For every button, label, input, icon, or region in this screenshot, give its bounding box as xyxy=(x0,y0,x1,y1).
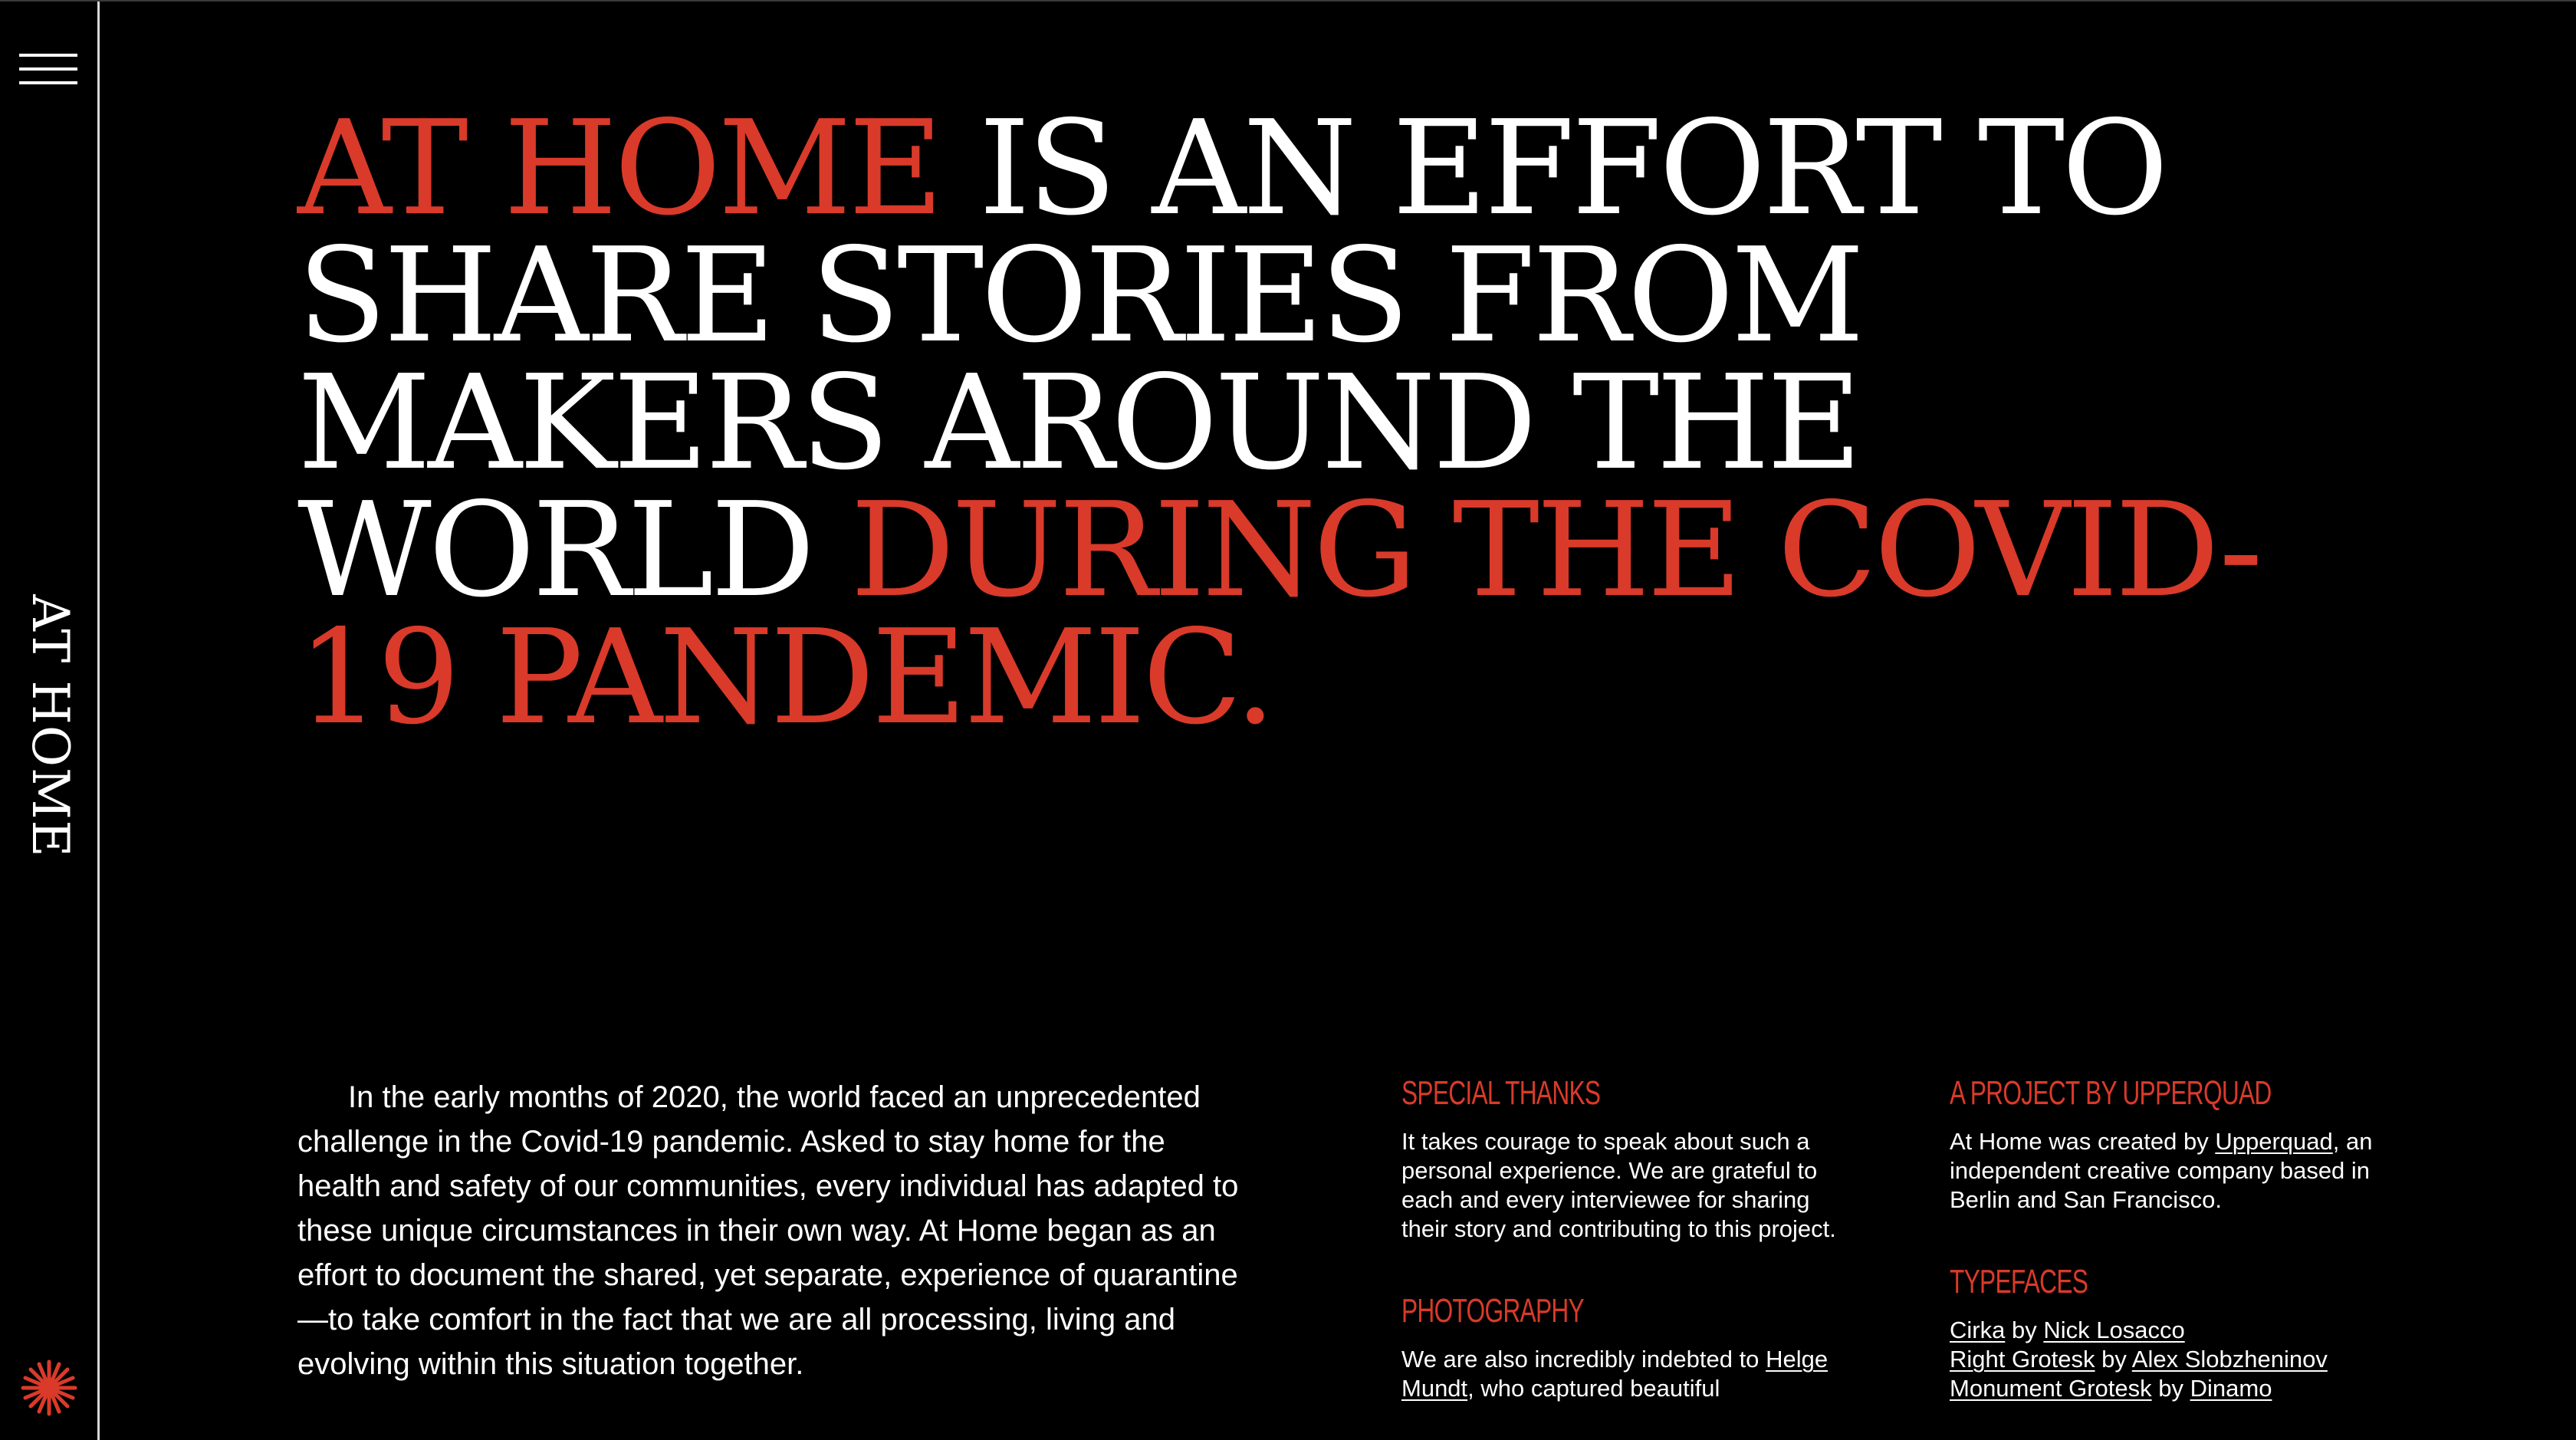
special-thanks-text: It takes courage to speak about such a personal experience. We are grateful to each and every interviewee for sharing their story and contributing to this project. xyxy=(1401,1128,1836,1242)
typeface-font-link[interactable]: Cirka xyxy=(1950,1317,2006,1343)
photography-text-after: , who captured beautiful xyxy=(1467,1375,1720,1402)
typefaces-heading: TYPEFACES xyxy=(1950,1263,2088,1300)
upperquad-link[interactable]: Upperquad xyxy=(2215,1128,2333,1155)
special-thanks-block xyxy=(1401,1073,1861,1244)
project-text-after: , an independent creative company based in Berlin and San Francisco. xyxy=(1950,1128,2373,1213)
typeface-by: by xyxy=(2011,1317,2037,1343)
typeface-designer-link[interactable]: Nick Losacco xyxy=(2043,1317,2185,1343)
photographer-link[interactable]: Helge Mundt xyxy=(1401,1346,1829,1402)
photography-text xyxy=(1401,1345,1861,1403)
credits-column-thanks xyxy=(1401,1073,1861,1403)
typeface-designer-link[interactable]: Alex Slobzheninov xyxy=(2131,1346,2328,1373)
hero-statement xyxy=(297,93,2367,754)
typeface-line xyxy=(1950,1374,2410,1403)
typefaces-block xyxy=(1950,1262,2410,1403)
site-title-vertical[interactable]: AT HOME xyxy=(21,594,80,858)
typeface-line xyxy=(1950,1316,2410,1345)
typeface-by: by xyxy=(2158,1375,2183,1402)
credits-column-project xyxy=(1950,1073,2410,1403)
project-block xyxy=(1950,1073,2410,1215)
hamburger-icon[interactable] xyxy=(19,54,77,84)
photography-block xyxy=(1401,1291,1861,1403)
typeface-line xyxy=(1950,1345,2410,1374)
typeface-font-link[interactable]: Monument Grotesk xyxy=(1950,1375,2152,1402)
typeface-by: by xyxy=(2101,1346,2127,1373)
photography-text-before: We are also incredibly indebted to xyxy=(1401,1346,1760,1373)
photography-heading: PHOTOGRAPHY xyxy=(1401,1292,1584,1330)
project-text xyxy=(1950,1127,2410,1215)
asterisk-icon[interactable] xyxy=(20,1359,78,1417)
hero-accent-start: AT HOME xyxy=(297,93,941,245)
typeface-designer-link[interactable]: Dinamo xyxy=(2190,1375,2272,1402)
project-text-before: At Home was created by xyxy=(1950,1128,2209,1155)
special-thanks-heading: SPECIAL THANKS xyxy=(1401,1074,1601,1112)
project-heading: A PROJECT BY UPPERQUAD xyxy=(1950,1074,2272,1112)
hero-accent-end: DURING THE COVID-19 PANDEMIC. xyxy=(297,475,2260,754)
hero-middle: IS AN EFFORT TO SHARE STORIES FROM MAKERS AROUND THE WORLD xyxy=(297,93,2166,626)
intro-paragraph: In the early months of 2020, the world faced an unprecedented challenge in the Covid-19 pandemic. Asked to stay home for the health and safety of our communities, every individual has adapted to these unique circumstances in their own way. At Home began as an effort to document the shared, yet separate, experience of quarantine—to take comfort in the fact that we are all processing, living and evolving within this situation together. xyxy=(297,1080,1239,1381)
typeface-font-link[interactable]: Right Grotesk xyxy=(1950,1346,2095,1373)
sidebar xyxy=(0,2,100,1440)
